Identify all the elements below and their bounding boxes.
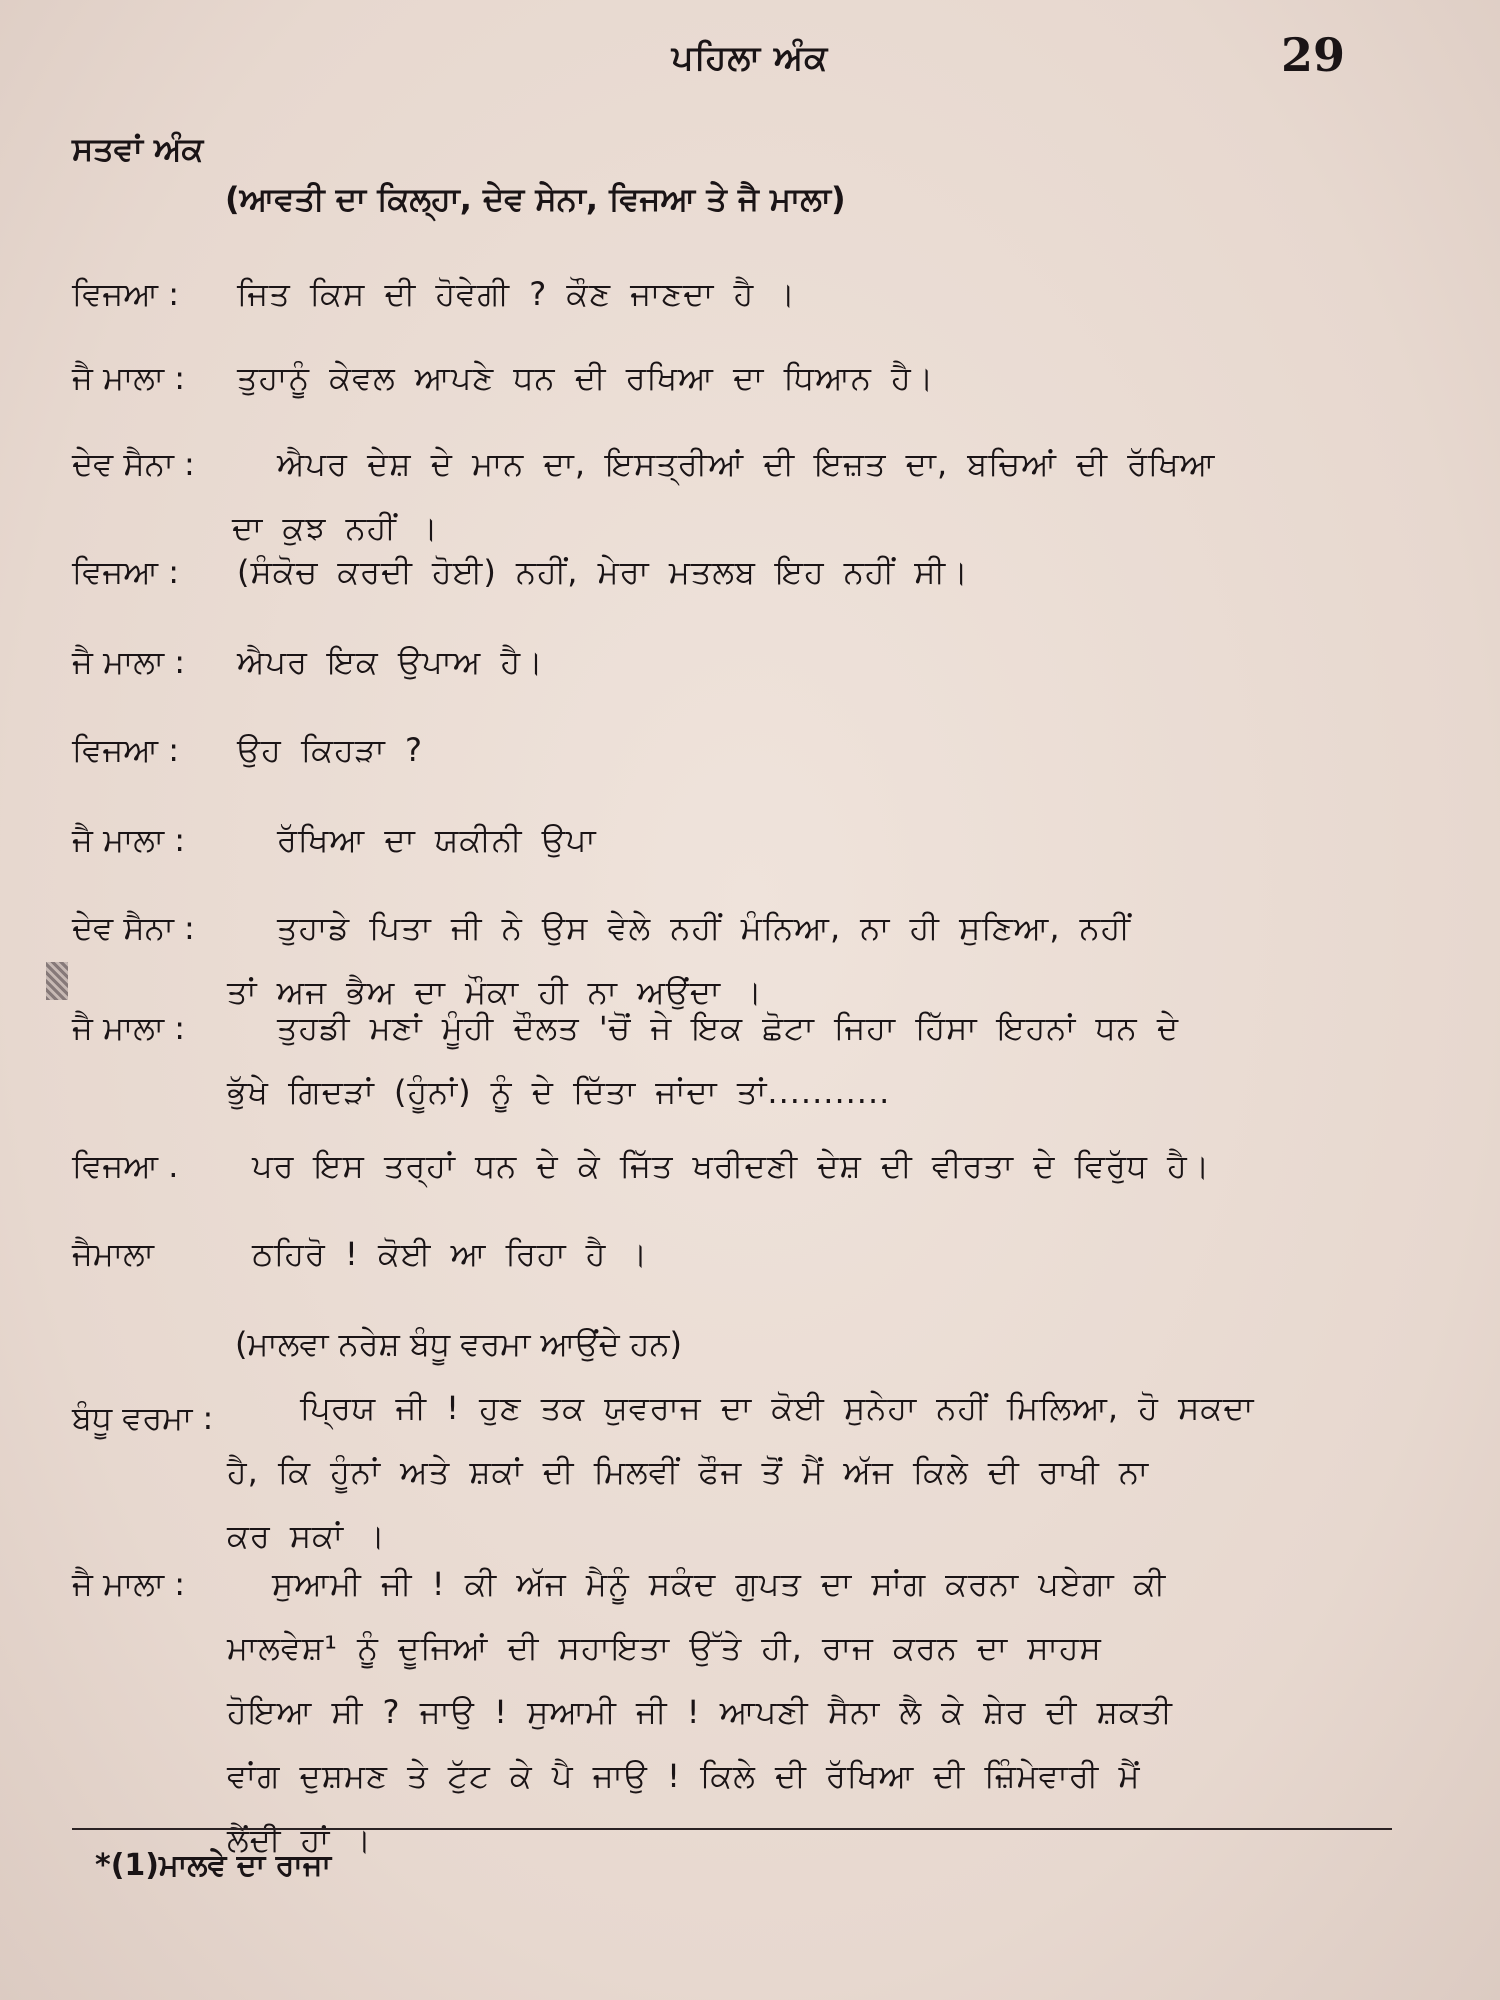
scene-heading: ਸਤਵਾਂ ਅੰਕ — [72, 130, 204, 168]
dialogue-entry — [72, 630, 1402, 694]
speech-text: ਤੁਹਾਡੇ ਪਿਤਾ ਜੀ ਨੇ ਉਸ ਵੇਲੇ ਨਹੀਂ ਮੰਨਿਆ, ਨਾ ਹੀ ਸੁਣਿਆ, ਨਹੀਂ — [277, 909, 1131, 947]
speaker-name: ਜੈ ਮਾਲਾ : — [72, 1565, 186, 1603]
speaker-name: ਵਿਜਆ . — [72, 1147, 179, 1185]
page-number: 29 — [1280, 28, 1345, 82]
speaker-name: ਜੈ ਮਾਲਾ : — [72, 821, 186, 859]
dialogue-entry — [72, 808, 1402, 872]
speech-text: ਵਾਂਗ ਦੁਸ਼ਮਣ ਤੇ ਟੁੱਟ ਕੇ ਪੈ ਜਾਉ ! ਕਿਲੇ ਦੀ ਰੱਖਿਆ ਦੀ ਜ਼ਿੰਮੇਵਾਰੀ ਮੈਂ — [227, 1757, 1141, 1795]
speech-text: ਸੁਆਮੀ ਜੀ ! ਕੀ ਅੱਜ ਮੈਨੂੰ ਸਕੰਦ ਗੁਪਤ ਦਾ ਸਾਂਗ ਕਰਨਾ ਪਏਗਾ ਕੀ — [272, 1565, 1167, 1603]
speech-text: ਐਪਰ ਦੇਸ਼ ਦੇ ਮਾਨ ਦਾ, ਇਸਤ੍ਰੀਆਂ ਦੀ ਇਜ਼ਤ ਦਾ, ਬਚਿਆਂ ਦੀ ਰੱਖਿਆ — [277, 445, 1216, 483]
speech-text: ਮਾਲਵੇਸ਼¹ ਨੂੰ ਦੂਜਿਆਂ ਦੀ ਸਹਾਇਤਾ ਉੱਤੇ ਹੀ, ਰਾਜ ਕਰਨ ਦਾ ਸਾਹਸ — [227, 1629, 1102, 1667]
speech-text: ਠਹਿਰੋ ! ਕੋਈ ਆ ਰਿਹਾ ਹੈ । — [252, 1235, 649, 1273]
speaker-name: ਦੇਵ ਸੈਨਾ : — [72, 445, 195, 483]
speech-text: ਕਰ ਸਕਾਂ । — [227, 1517, 386, 1555]
speech-text: ਲੈਂਦੀ ਹਾਂ । — [227, 1821, 373, 1859]
dialogue-entry — [72, 262, 1402, 326]
dialogue-entry — [72, 1552, 1402, 1872]
speech-text: ਦਾ ਕੁਝ ਨਹੀਂ । — [232, 509, 439, 547]
dialogue-entry — [72, 996, 1402, 1124]
footnote-divider — [72, 1828, 1392, 1830]
speech-text: ਭੁੱਖੇ ਗਿਦੜਾਂ (ਹੂੰਨਾਂ) ਨੂੰ ਦੇ ਦਿੱਤਾ ਜਾਂਦਾ ਤਾਂ........... — [227, 1073, 891, 1111]
ink-smudge — [46, 962, 68, 1000]
speaker-name: ਵਿਜਆ : — [72, 553, 180, 591]
footnote: *(1)ਮਾਲਵੇ ਦਾ ਰਾਜਾ — [95, 1848, 332, 1883]
speech-text: ਪਰ ਇਸ ਤਰ੍ਹਾਂ ਧਨ ਦੇ ਕੇ ਜਿੱਤ ਖਰੀਦਣੀ ਦੇਸ਼ ਦੀ ਵੀਰਤਾ ਦੇ ਵਿਰੁੱਧ ਹੈ। — [252, 1147, 1211, 1185]
speech-text: ਹੈ, ਕਿ ਹੂੰਨਾਂ ਅਤੇ ਸ਼ਕਾਂ ਦੀ ਮਿਲਵੀਂ ਫੌਜ ਤੋਂ ਮੈਂ ਅੱਜ ਕਿਲੇ ਦੀ ਰਾਖੀ ਨਾ — [227, 1453, 1150, 1491]
speech-text: ਹੋਇਆ ਸੀ ? ਜਾਉ ! ਸੁਆਮੀ ਜੀ ! ਆਪਣੀ ਸੈਨਾ ਲੈ ਕੇ ਸ਼ੇਰ ਦੀ ਸ਼ਕਤੀ — [227, 1693, 1173, 1731]
speaker-name: ਵਿਜਆ : — [72, 731, 180, 769]
speaker-name: ਬੰਧੂ ਵਰਮਾ : — [72, 1399, 214, 1437]
dialogue-entry — [72, 718, 1402, 782]
running-header: ਪਹਿਲਾ ਅੰਕ — [671, 38, 829, 78]
speech-text: ਪ੍ਰਿਯ ਜੀ ! ਹੁਣ ਤਕ ਯੁਵਰਾਜ ਦਾ ਕੋਈ ਸੁਨੇਹਾ ਨਹੀਂ ਮਿਲਿਆ, ਹੋ ਸਕਦਾ — [300, 1389, 1255, 1427]
speaker-name: ਜੈ ਮਾਲਾ : — [72, 1009, 186, 1047]
speech-text: ਐਪਰ ਇਕ ਉਪਾਅ ਹੈ। — [237, 643, 544, 681]
speaker-name: ਜੈ ਮਾਲਾ : — [72, 359, 186, 397]
stage-direction: (ਮਾਲਵਾ ਨਰੇਸ਼ ਬੰਧੂ ਵਰਮਾ ਆਉਂਦੇ ਹਨ) — [235, 1325, 682, 1363]
speaker-name: ਦੇਵ ਸੈਨਾ : — [72, 909, 195, 947]
speech-text: ਤੁਹਾਨੂੰ ਕੇਵਲ ਆਪਣੇ ਧਨ ਦੀ ਰਖਿਆ ਦਾ ਧਿਆਨ ਹੈ। — [237, 359, 935, 397]
speaker-name: ਜੈਮਾਲਾ — [72, 1235, 154, 1273]
stage-direction: (ਆਵਤੀ ਦਾ ਕਿਲ੍ਹਾ, ਦੇਵ ਸੇਨਾ, ਵਿਜਆ ਤੇ ਜੈ ਮਾਲਾ) — [225, 180, 846, 218]
speech-text: ਤੁਹਡੀ ਮਣਾਂ ਮੂੰਹੀ ਦੌਲਤ 'ਚੋਂ ਜੇ ਇਕ ਛੋਟਾ ਜਿਹਾ ਹਿੱਸਾ ਇਹਨਾਂ ਧਨ ਦੇ — [277, 1009, 1180, 1047]
dialogue-entry — [72, 1134, 1402, 1198]
dialogue-entry — [72, 1222, 1402, 1286]
speech-text: ਜਿਤ ਕਿਸ ਦੀ ਹੋਵੇਗੀ ? ਕੌਣ ਜਾਣਦਾ ਹੈ । — [237, 275, 796, 313]
speech-text: ਉਹ ਕਿਹੜਾ ? — [237, 731, 423, 769]
speech-text: ਰੱਖਿਆ ਦਾ ਯਕੀਨੀ ਉਪਾ — [277, 821, 597, 859]
speaker-name: ਵਿਜਆ : — [72, 275, 180, 313]
speech-text: ਤਾਂ ਅਜ ਭੈਅ ਦਾ ਮੌਕਾ ਹੀ ਨਾ ਅਉਂਦਾ । — [227, 973, 763, 1011]
speech-text: (ਸੰਕੋਚ ਕਰਦੀ ਹੋਈ) ਨਹੀਂ, ਮੇਰਾ ਮਤਲਬ ਇਹ ਨਹੀਂ ਸੀ। — [237, 553, 969, 591]
dialogue-entry — [72, 346, 1402, 410]
speaker-name: ਜੈ ਮਾਲਾ : — [72, 643, 186, 681]
dialogue-entry — [72, 540, 1402, 604]
dialogue-entry — [72, 1376, 1402, 1568]
